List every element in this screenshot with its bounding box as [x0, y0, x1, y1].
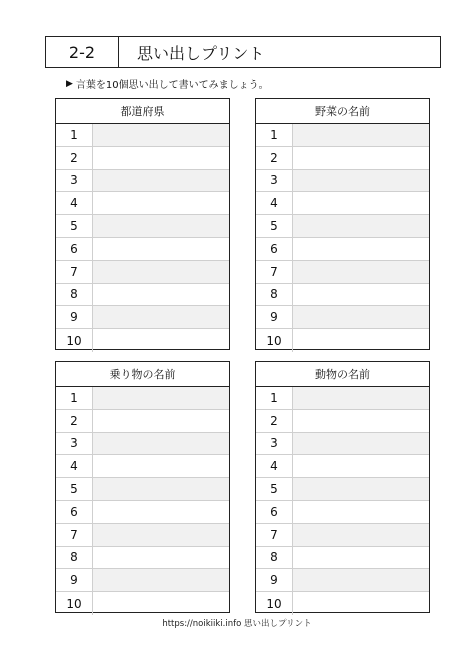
answer-cell[interactable] — [93, 306, 229, 328]
list-box-title: 乗り物の名前 — [56, 362, 229, 387]
answer-cell[interactable] — [293, 410, 429, 432]
list-row — [256, 547, 429, 570]
row-number: 9 — [56, 569, 93, 591]
row-number: 9 — [256, 306, 293, 328]
row-number: 3 — [256, 170, 293, 192]
answer-cell[interactable] — [293, 329, 429, 352]
answer-cell[interactable] — [293, 592, 429, 615]
answer-cell[interactable] — [93, 524, 229, 546]
list-rows — [256, 124, 429, 352]
answer-cell[interactable] — [93, 284, 229, 306]
answer-cell[interactable] — [293, 124, 429, 146]
list-row — [256, 284, 429, 307]
list-row — [256, 433, 429, 456]
row-number: 8 — [256, 547, 293, 569]
list-row — [56, 170, 229, 193]
row-number: 6 — [56, 238, 93, 260]
row-number: 1 — [256, 387, 293, 409]
list-row — [56, 124, 229, 147]
list-box-vehicles — [55, 361, 230, 613]
answer-cell[interactable] — [93, 410, 229, 432]
answer-cell[interactable] — [93, 478, 229, 500]
instruction — [66, 76, 269, 91]
list-row — [56, 592, 229, 615]
row-number: 6 — [256, 238, 293, 260]
list-row — [256, 569, 429, 592]
answer-cell[interactable] — [93, 170, 229, 192]
answer-cell[interactable] — [293, 433, 429, 455]
list-box-animals — [255, 361, 430, 613]
footer-url: https://noikiiki.info 思い出しプリント — [162, 619, 312, 629]
answer-cell[interactable] — [93, 455, 229, 477]
list-rows — [256, 387, 429, 615]
page-title: 思い出しプリント — [137, 43, 265, 63]
answer-cell[interactable] — [293, 501, 429, 523]
triangle-bullet-icon: ▶ — [66, 78, 73, 89]
list-row — [56, 215, 229, 238]
answer-cell[interactable] — [293, 147, 429, 169]
row-number: 7 — [256, 524, 293, 546]
row-number: 8 — [256, 284, 293, 306]
row-number: 9 — [256, 569, 293, 591]
list-row — [56, 569, 229, 592]
row-number: 7 — [56, 261, 93, 283]
row-number: 1 — [256, 124, 293, 146]
list-rows — [56, 387, 229, 615]
answer-cell[interactable] — [293, 261, 429, 283]
list-row — [256, 261, 429, 284]
list-row — [256, 478, 429, 501]
row-number: 5 — [256, 215, 293, 237]
answer-cell[interactable] — [93, 147, 229, 169]
row-number: 2 — [56, 147, 93, 169]
row-number: 2 — [56, 410, 93, 432]
list-row — [256, 501, 429, 524]
list-row — [256, 410, 429, 433]
list-row — [56, 410, 229, 433]
list-row — [256, 592, 429, 615]
row-number: 8 — [56, 284, 93, 306]
row-number: 3 — [56, 433, 93, 455]
row-number: 4 — [56, 455, 93, 477]
list-box-title: 野菜の名前 — [256, 99, 429, 124]
list-box-prefectures — [55, 98, 230, 350]
row-number: 4 — [256, 192, 293, 214]
answer-cell[interactable] — [93, 329, 229, 352]
list-row — [256, 124, 429, 147]
list-row — [56, 387, 229, 410]
row-number: 1 — [56, 387, 93, 409]
list-box-vegetables — [255, 98, 430, 350]
row-number: 3 — [256, 433, 293, 455]
list-row — [256, 170, 429, 193]
row-number: 5 — [56, 478, 93, 500]
list-row — [56, 147, 229, 170]
row-number: 9 — [56, 306, 93, 328]
row-number: 3 — [56, 170, 93, 192]
row-number: 10 — [256, 329, 293, 352]
answer-cell[interactable] — [293, 547, 429, 569]
answer-cell[interactable] — [93, 547, 229, 569]
answer-cell[interactable] — [293, 455, 429, 477]
answer-cell[interactable] — [93, 387, 229, 409]
answer-cell[interactable] — [293, 284, 429, 306]
instruction-text: 言葉を10個思い出して書いてみましょう。 — [75, 80, 269, 91]
list-row — [56, 192, 229, 215]
list-row — [256, 215, 429, 238]
answer-cell[interactable] — [293, 215, 429, 237]
list-row — [56, 284, 229, 307]
answer-cell[interactable] — [93, 124, 229, 146]
list-row — [56, 501, 229, 524]
lesson-number: 2-2 — [46, 37, 119, 67]
row-number: 7 — [56, 524, 93, 546]
answer-cell[interactable] — [93, 192, 229, 214]
list-row — [56, 238, 229, 261]
answer-cell[interactable] — [293, 192, 429, 214]
answer-cell[interactable] — [93, 261, 229, 283]
row-number: 7 — [256, 261, 293, 283]
row-number: 5 — [56, 215, 93, 237]
list-row — [56, 433, 229, 456]
row-number: 10 — [56, 329, 93, 352]
list-row — [56, 329, 229, 352]
row-number: 6 — [256, 501, 293, 523]
answer-cell[interactable] — [93, 238, 229, 260]
list-row — [256, 238, 429, 261]
row-number: 6 — [56, 501, 93, 523]
row-number: 4 — [256, 455, 293, 477]
list-rows — [56, 124, 229, 352]
answer-cell[interactable] — [293, 524, 429, 546]
row-number: 4 — [56, 192, 93, 214]
row-number: 10 — [256, 592, 293, 615]
answer-cell[interactable] — [293, 569, 429, 591]
row-number: 2 — [256, 410, 293, 432]
list-row — [56, 306, 229, 329]
list-row — [256, 524, 429, 547]
answer-cell[interactable] — [93, 569, 229, 591]
list-row — [56, 261, 229, 284]
list-row — [256, 329, 429, 352]
row-number: 1 — [56, 124, 93, 146]
answer-cell[interactable] — [293, 170, 429, 192]
list-row — [56, 524, 229, 547]
list-row — [256, 387, 429, 410]
row-number: 5 — [256, 478, 293, 500]
row-number: 2 — [256, 147, 293, 169]
answer-cell[interactable] — [293, 306, 429, 328]
list-row — [56, 547, 229, 570]
answer-cell[interactable] — [93, 433, 229, 455]
list-box-title: 動物の名前 — [256, 362, 429, 387]
list-row — [256, 147, 429, 170]
list-row — [256, 306, 429, 329]
answer-cell[interactable] — [93, 501, 229, 523]
answer-cell[interactable] — [293, 478, 429, 500]
row-number: 8 — [56, 547, 93, 569]
list-row — [56, 478, 229, 501]
list-box-title: 都道府県 — [56, 99, 229, 124]
answer-cell[interactable] — [93, 592, 229, 615]
list-row — [56, 455, 229, 478]
list-row — [256, 455, 429, 478]
answer-cell[interactable] — [293, 238, 429, 260]
answer-cell[interactable] — [293, 387, 429, 409]
answer-cell[interactable] — [93, 215, 229, 237]
row-number: 10 — [56, 592, 93, 615]
page-header — [45, 36, 441, 68]
list-row — [256, 192, 429, 215]
